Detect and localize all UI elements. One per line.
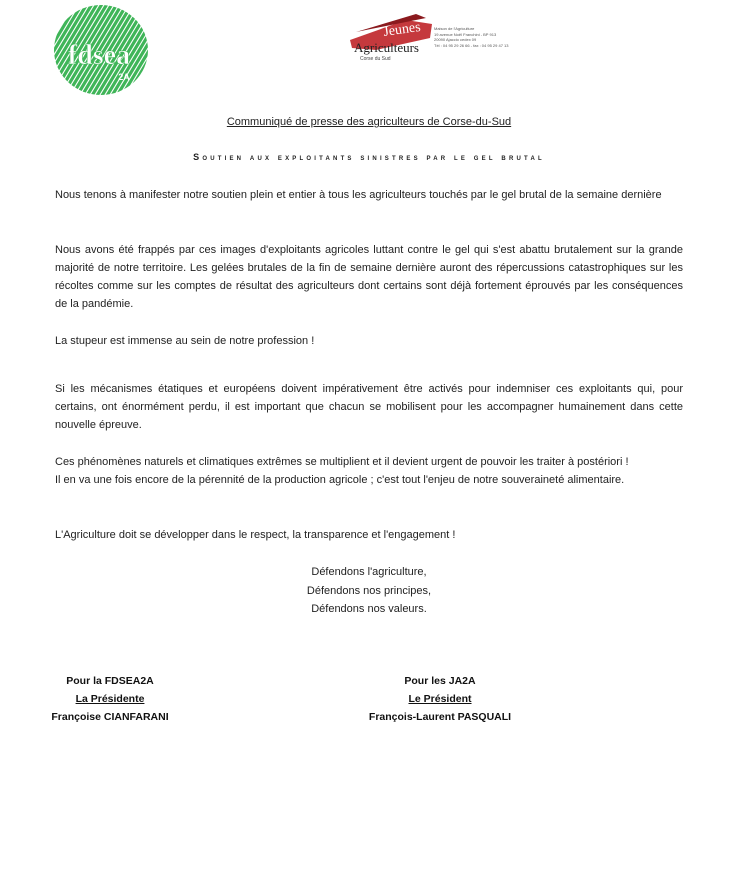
ja-info-line: 20090 Ajaccio cedex 09 [434, 37, 477, 42]
ja-logo-line2: Agriculteurs [354, 40, 419, 55]
paragraph-mechanisms: Si les mécanismes étatiques et européens doivent impérativement être activés pour indemniser ces exploitants qui, pour certains, ont énormément perdu, il est important que chacun se mobilisent pour les accompagner humainement dans cette nouvelle épreuve. [55, 383, 683, 431]
signature-role: Le Président [408, 693, 472, 705]
paragraph-images: Nous avons été frappés par ces images d'exploitants agricoles luttant contre le gel qui s'est abattu brutalement sur la grande majorité de notre territoire. Les gelées brutales de la fin de semaine dernière auront des répercussions catastrophiques sur les récoltes comme sur les comptes de résultat des agriculteurs dont certains sont déjà fortement éprouvés par les conséquences de la pandémie. [55, 244, 683, 310]
signature-name: Françoise CIANFARANI [51, 711, 169, 723]
ja-logo-line3: Corse du Sud [360, 56, 391, 62]
logo-stripe [147, 4, 150, 96]
press-release-title: Communiqué de presse des agriculteurs de Corse-du-Sud [226, 116, 512, 128]
ja-logo-line1: Jeunes [382, 19, 422, 40]
paragraph-agriculture: L'Agriculture doit se développer dans le respect, la transparence et l'engagement ! [55, 529, 456, 541]
ja-info-line: 19 avenue Noël Franchini - BP 913 [434, 31, 497, 37]
signature-ja [350, 672, 530, 726]
fdsea-logo-badge: 2A [118, 72, 130, 82]
signature-org: Pour la FDSEA2A [66, 675, 154, 687]
fdsea-logo-text: fdsea [67, 40, 131, 71]
slogan-block [0, 563, 738, 619]
fdsea-logo [52, 4, 150, 96]
signature-fdsea [40, 672, 180, 726]
ja-info-line: Maison de l'Agriculture [434, 26, 475, 31]
slogan-line: Défendons nos valeurs. [311, 603, 427, 615]
press-release-subtitle: Soutien aux exploitants sinistres par le gel brutal [193, 152, 545, 162]
paragraph-phenomena: Ces phénomènes naturels et climatiques extrêmes se multiplient et il devient urgent de pouvoir les traiter à postériori ! [55, 456, 629, 468]
paragraph-stupor: La stupeur est immense au sein de notre profession ! [55, 335, 315, 347]
slogan-line: Défendons l'agriculture, [311, 566, 427, 578]
paragraph-sovereignty: Il en va une fois encore de la pérennité de la production agricole ; c'est tout l'enjeu de notre souveraineté alimentaire. [55, 474, 625, 486]
signature-role: La Présidente [75, 693, 145, 705]
signature-name: François-Laurent PASQUALI [368, 711, 512, 723]
ja-contact-info [434, 26, 524, 48]
paragraph-support: Nous tenons à manifester notre soutien plein et entier à tous les agriculteurs touchés par le gel brutal de la semaine dernière [55, 189, 662, 201]
slogan-line: Défendons nos principes, [306, 584, 432, 597]
ja-info-line: Tél : 04 95 29 26 66 - fax : 04 95 29 47 13 [434, 42, 509, 48]
signature-org: Pour les JA2A [404, 675, 476, 687]
